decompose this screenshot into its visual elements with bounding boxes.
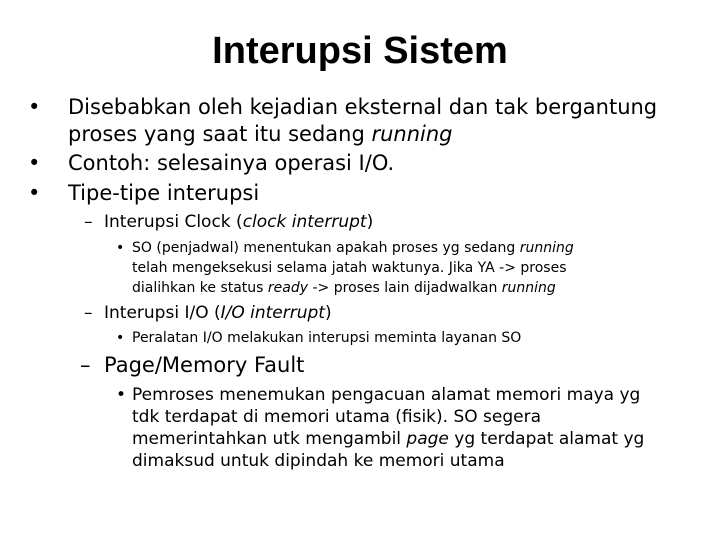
subitem-close: )	[366, 212, 374, 232]
subitem-italic: clock interrupt	[242, 212, 367, 232]
subitem-label: Interupsi I/O (	[104, 303, 221, 323]
detail-text: tdk terdapat di memori utama (fisik). SO segera	[132, 407, 542, 427]
subitem-label: Page/Memory Fault	[104, 353, 305, 377]
detail-text: dialihkan ke status	[132, 280, 268, 296]
bullet-marker: •	[28, 181, 41, 205]
detail-italic-ready: ready	[267, 280, 309, 296]
bullet-text: proses yang saat itu sedang	[68, 122, 372, 146]
bullet-italic-running: running	[371, 122, 453, 146]
detail-text: telah mengeksekusi selama jatah waktunya. Jika YA -> proses	[132, 260, 567, 276]
bullet-text: Tipe-tipe interupsi	[68, 181, 260, 205]
bullet-marker: •	[116, 240, 125, 256]
detail-text: -> proses lain dijadwalkan	[308, 280, 502, 296]
dash-marker: –	[84, 212, 93, 232]
detail-italic-running: running	[501, 280, 556, 296]
detail-text: dimaksud untuk dipindah ke memori utama	[132, 451, 505, 471]
detail-italic-page: page	[406, 429, 449, 449]
detail-text: SO (penjadwal) menentukan apakah proses yg sedang	[132, 240, 520, 256]
detail-italic-running: running	[519, 240, 574, 256]
detail-text: yg terdapat alamat yg	[448, 429, 645, 449]
dash-marker: –	[80, 353, 91, 377]
detail-text: memerintahkan utk mengambil	[132, 429, 407, 449]
subitem-label: Interupsi Clock (	[104, 212, 243, 232]
subitem-close: )	[324, 303, 332, 323]
detail-text: Peralatan I/O melakukan interupsi meminta layanan SO	[132, 330, 522, 346]
slide-title: Interupsi Sistem	[212, 30, 508, 72]
bullet-text: Disebabkan oleh kejadian eksternal dan tak bergantung	[68, 95, 658, 119]
bullet-marker: •	[28, 95, 41, 119]
dash-marker: –	[84, 303, 93, 323]
bullet-marker: •	[116, 330, 125, 346]
subitem-italic: I/O interrupt	[220, 303, 325, 323]
bullet-text: Contoh: selesainya operasi I/O.	[68, 151, 395, 175]
detail-text: Pemroses menemukan pengacuan alamat memori maya yg	[132, 385, 641, 405]
bullet-marker: •	[116, 385, 127, 405]
bullet-marker: •	[28, 151, 41, 175]
